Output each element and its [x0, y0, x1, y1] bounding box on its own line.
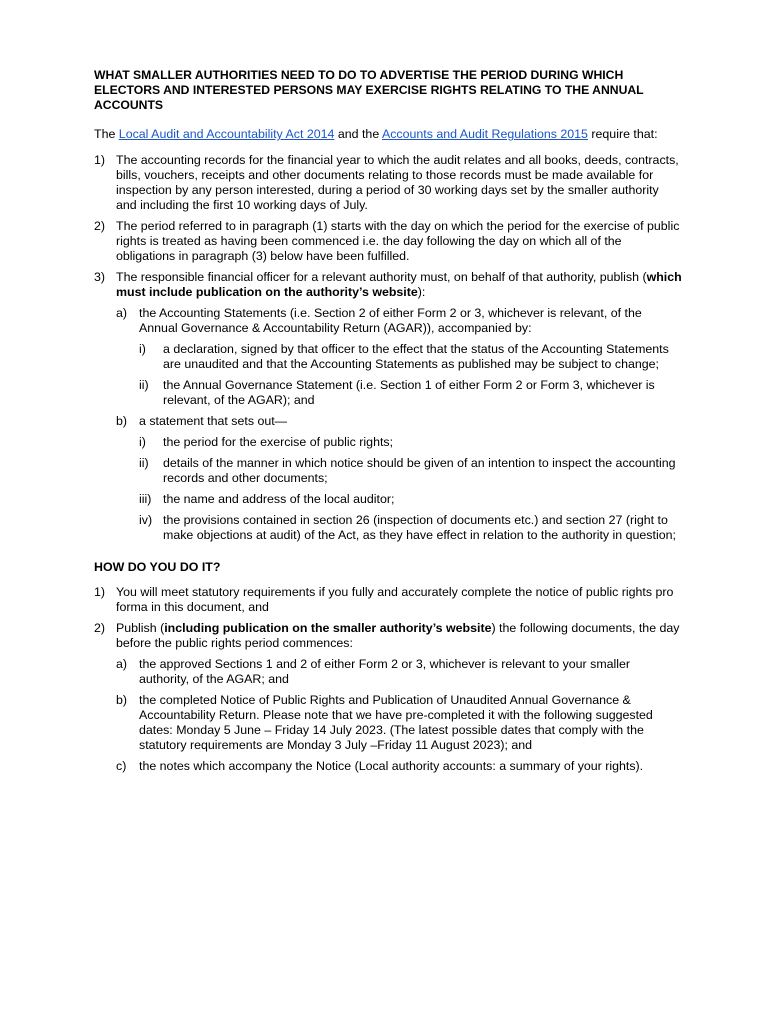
page-title: WHAT SMALLER AUTHORITIES NEED TO DO TO ADVERTISE THE PERIOD DURING WHICH ELECTORS AND INTERESTED PERSONS MAY EXERCISE RIGHTS RELATING TO THE ANNUAL ACCOUNTS	[94, 68, 644, 112]
roman-item	[139, 513, 682, 543]
list-text: The accounting records for the financial year to which the audit relates and all books, deeds, contracts, bills, vouchers, receipts and other documents relating to those records must be made available for inspection by any person interested, during a period of 30 working days set by the smaller authority and including the first 10 working days of July.	[116, 153, 679, 212]
roman-item	[139, 492, 682, 507]
sub-item	[116, 657, 682, 687]
sub-text: the notes which accompany the Notice (Local authority accounts: a summary of your rights).	[139, 759, 644, 773]
accounts-regulations-link[interactable]: Accounts and Audit Regulations 2015	[381, 127, 588, 141]
list-bold-text: which must include publication on the authority’s website	[116, 270, 682, 299]
sub-item	[116, 759, 682, 774]
list-number: 2)	[94, 621, 106, 635]
list-text: ):	[417, 285, 426, 299]
sub-text: a statement that sets out—	[139, 414, 288, 428]
roman-text: details of the manner in which notice should be given of an intention to inspect the accounting records and other documents;	[163, 456, 676, 485]
intro-suffix: require that:	[587, 127, 658, 141]
roman-number: ii)	[139, 456, 149, 470]
sub-text: the Accounting Statements (i.e. Section 2 of either Form 2 or 3, whichever is relevant, of the Annual Governance & Accountability Return (AGAR)), accompanied by:	[139, 306, 642, 335]
roman-text: the provisions contained in section 26 (inspection of documents etc.) and section 27 (right to make objections at audit) of the Act, as they have effect in relation to the authority in question;	[163, 513, 676, 542]
sub-item-b	[116, 414, 682, 543]
list-bold-text: including publication on the smaller authority’s website	[164, 621, 492, 635]
list-text: The responsible financial officer for a relevant authority must, on behalf of that authority, publish (	[116, 270, 647, 284]
roman-text: a declaration, signed by that officer to the effect that the status of the Accounting Statements are unaudited and that the Accounting Statements as published may be subject to change;	[163, 342, 669, 371]
sub-number: a)	[116, 657, 128, 671]
roman-item	[139, 378, 682, 408]
roman-number: iii)	[139, 492, 152, 506]
list-number: 2)	[94, 219, 106, 233]
roman-item	[139, 456, 682, 486]
roman-number: iv)	[139, 513, 153, 527]
list-text: Publish (	[116, 621, 165, 635]
roman-number: i)	[139, 435, 146, 449]
intro-middle: and the	[334, 127, 382, 141]
sub-number: a)	[116, 306, 128, 320]
local-audit-act-link[interactable]: Local Audit and Accountability Act 2014	[118, 127, 335, 141]
sub-number: c)	[116, 759, 127, 773]
sub-item	[116, 693, 682, 753]
roman-item	[139, 435, 682, 450]
roman-number: ii)	[139, 378, 149, 392]
list-number: 1)	[94, 153, 106, 167]
list-item	[94, 270, 682, 543]
roman-text: the name and address of the local auditor;	[163, 492, 395, 506]
intro-paragraph	[94, 127, 682, 142]
sub-number: b)	[116, 693, 128, 707]
sub-text: the approved Sections 1 and 2 of either Form 2 or 3, whichever is relevant to your smaller authority, of the AGAR; and	[139, 657, 631, 686]
list-text: ) the following documents, the day before the public rights period commences:	[116, 621, 680, 650]
list-number: 3)	[94, 270, 106, 284]
sub-number: b)	[116, 414, 128, 428]
list-text: The period referred to in paragraph (1) starts with the day on which the period for the exercise of public rights is treated as having been commenced i.e. the day following the day on which all of the obligations in paragraph (3) below have been fulfilled.	[116, 219, 680, 263]
roman-text: the Annual Governance Statement (i.e. Section 1 of either Form 2 or Form 3, whichever is relevant, of the AGAR); and	[163, 378, 655, 407]
list-text: You will meet statutory requirements if you fully and accurately complete the notice of public rights pro forma in this document, and	[116, 585, 674, 614]
list-item	[94, 585, 682, 615]
intro-prefix: The	[94, 127, 119, 141]
list-number: 1)	[94, 585, 106, 599]
list-item	[94, 621, 682, 774]
sub-text: the completed Notice of Public Rights and Publication of Unaudited Annual Governance & Accountability Return. Please note that we have pre-completed it with the following suggested dates: Monday 5 June – Friday 14 July 2023. (The latest possible dates that comply with the statutory requirements are Monday 3 July –Friday 11 August 2023); and	[139, 693, 653, 752]
list-item	[94, 219, 682, 264]
roman-item	[139, 342, 682, 372]
roman-text: the period for the exercise of public rights;	[163, 435, 394, 449]
document-body	[94, 68, 682, 780]
sub-item-a	[116, 306, 682, 408]
list-item	[94, 153, 682, 213]
section-heading: HOW DO YOU DO IT?	[94, 560, 221, 574]
roman-number: i)	[139, 342, 146, 356]
